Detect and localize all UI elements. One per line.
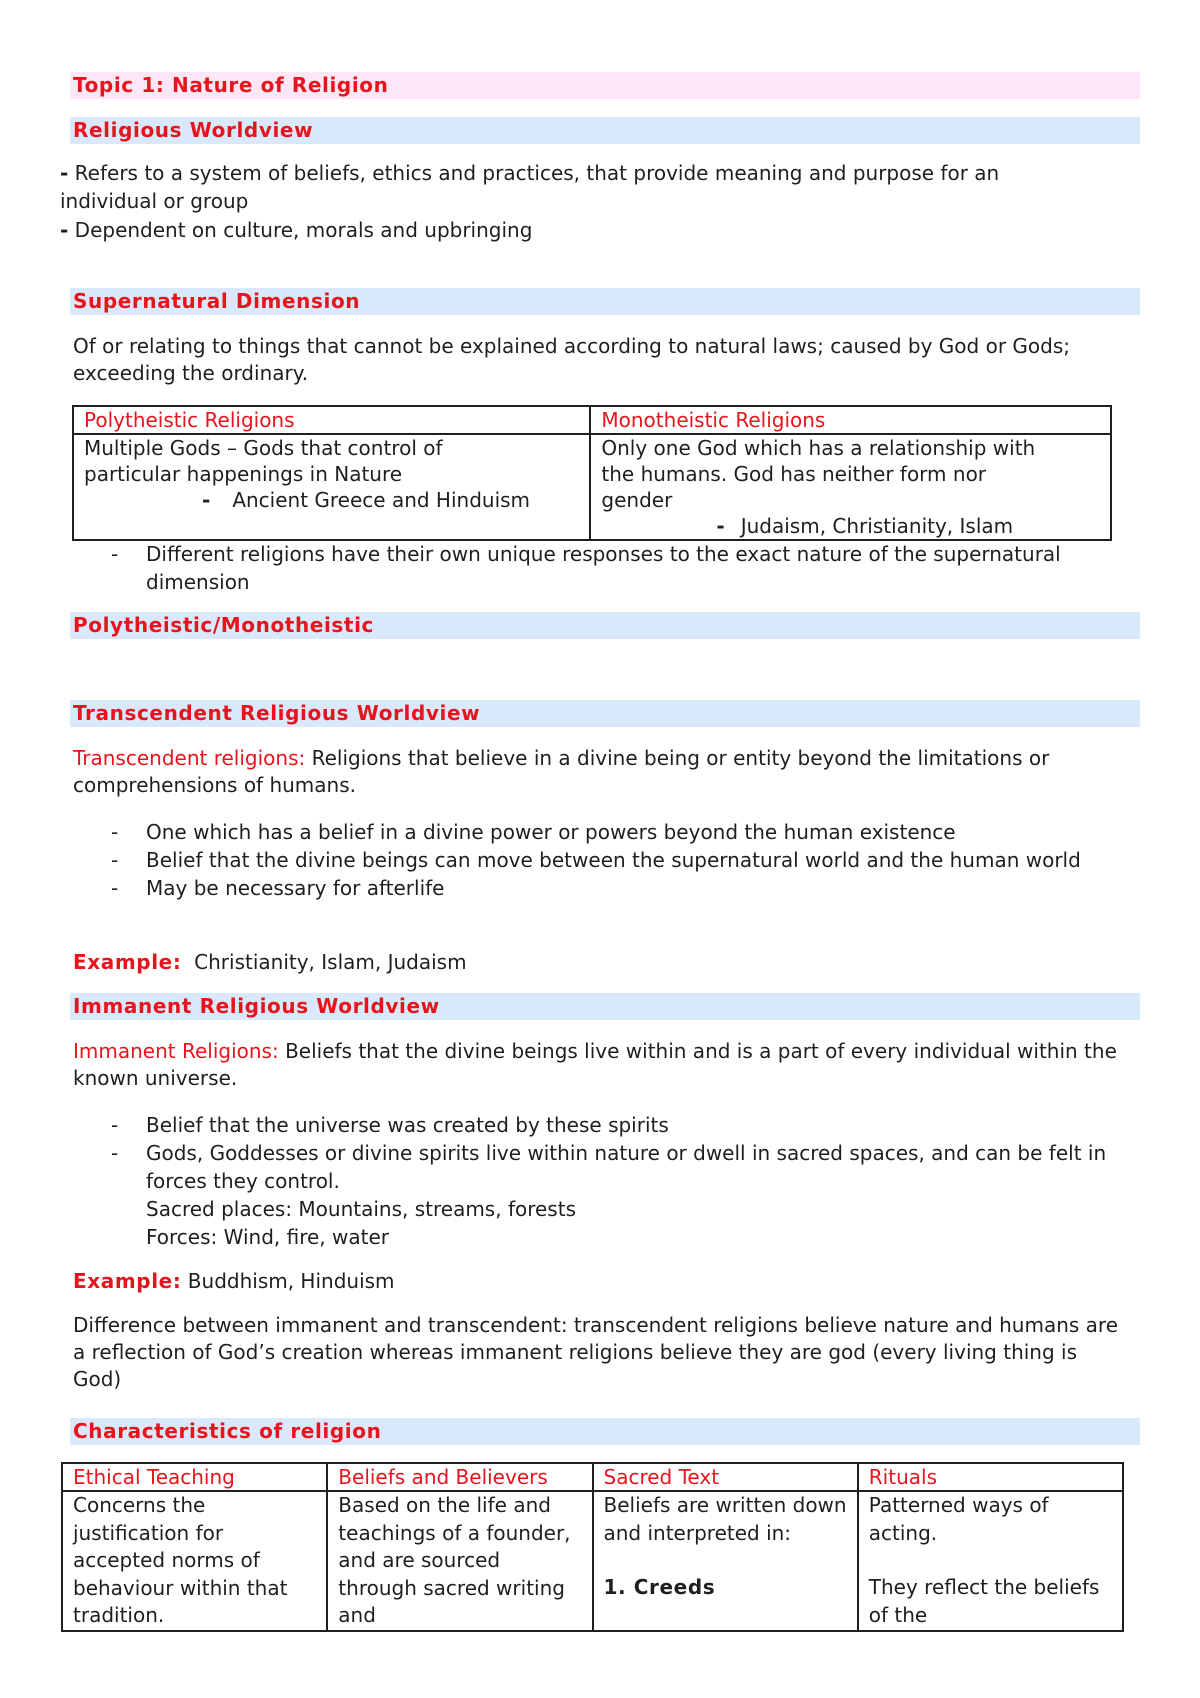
list-item: - One which has a belief in a divine power or powers beyond the human existence <box>111 820 956 844</box>
dash-marker: - <box>60 161 69 185</box>
characteristics-table <box>61 1462 1124 1632</box>
sacred-text-header: Sacred Text <box>593 1463 858 1491</box>
list-item: - Different religions have their own unique responses to the exact nature of the supernatural dimension <box>111 542 1061 594</box>
immanent-definition-text: Beliefs that the divine beings live within and is a part of every individual within the known universe. <box>73 1039 1117 1090</box>
poly-mono-heading: Polytheistic/Monotheistic <box>70 612 1140 639</box>
supernatural-heading: Supernatural Dimension <box>70 288 1140 315</box>
religious-worldview-heading: Religious Worldview <box>70 117 1140 144</box>
immanent-term: Immanent Religions: <box>73 1039 279 1063</box>
poly-cell <box>73 434 590 540</box>
worldview-bullet-1-cont: individual or group <box>60 189 249 213</box>
transcendent-points <box>73 818 1133 902</box>
supernatural-definition: Of or relating to things that cannot be explained according to natural laws; caused by God or Gods; exceeding the ordinary. <box>73 334 1070 385</box>
transcendent-example <box>73 949 467 976</box>
worldview-bullet-2 <box>60 217 532 244</box>
list-item: Sacred places: Mountains, streams, forests <box>146 1197 576 1221</box>
poly-mono-table <box>72 405 1112 541</box>
example-label: Example: <box>73 1269 182 1293</box>
example-value: Christianity, Islam, Judaism <box>194 950 467 974</box>
example-label: Example: <box>73 950 182 974</box>
sacred-text-body: Beliefs are written down and interpreted in: <box>603 1493 847 1545</box>
transcendent-heading: Transcendent Religious Worldview <box>70 700 1140 727</box>
immanent-heading: Immanent Religious Worldview <box>70 993 1140 1020</box>
list-item: - Gods, Goddesses or divine spirits live within nature or dwell in sacred spaces, and can be felt in forces they control. <box>111 1141 1107 1193</box>
list-item: - Belief that the divine beings can move between the supernatural world and the human world <box>111 848 1081 872</box>
mono-header: Monotheistic Religions <box>590 406 1111 434</box>
poly-example-text: Ancient Greece and Hinduism <box>232 488 531 512</box>
topic-heading: Topic 1: Nature of Religion <box>70 72 1140 99</box>
mono-example: - Judaism, Christianity, Islam <box>716 514 1014 538</box>
ethical-teaching-header: Ethical Teaching <box>62 1463 327 1491</box>
rituals-header: Rituals <box>858 1463 1123 1491</box>
difference-paragraph: Difference between immanent and transcendent: transcendent religions believe nature and humans are a reflection of God’s creation whereas immanent religions believe they are god (every living thing is God) <box>73 1313 1119 1391</box>
list-item: - Belief that the universe was created by these spirits <box>111 1113 669 1137</box>
beliefs-cell: Based on the life and teachings of a founder, and are sourced through sacred writing and <box>327 1491 592 1631</box>
worldview-bullet-2-text: Dependent on culture, morals and upbringing <box>74 218 533 242</box>
worldview-bullet-1 <box>60 160 999 187</box>
mono-example-text: Judaism, Christianity, Islam <box>740 514 1014 538</box>
poly-text: Multiple Gods – Gods that control of particular happenings in Nature <box>84 436 443 486</box>
immanent-example <box>73 1268 395 1295</box>
example-value: Buddhism, Hinduism <box>181 1269 395 1293</box>
rituals-body-2: They reflect the beliefs of the <box>868 1575 1100 1627</box>
transcendent-definition <box>73 745 1143 799</box>
mono-cell <box>590 434 1111 540</box>
rituals-cell <box>858 1491 1123 1631</box>
ethical-teaching-cell: Concerns the justification for accepted norms of behaviour within that tradition. <box>62 1491 327 1631</box>
supernatural-note-list <box>73 540 1073 596</box>
transcendent-definition-text: Religions that believe in a divine being or entity beyond the limitations or comprehensions of humans. <box>73 746 1050 797</box>
poly-example: - Ancient Greece and Hinduism <box>202 488 531 512</box>
immanent-points <box>73 1111 1133 1251</box>
poly-header: Polytheistic Religions <box>73 406 590 434</box>
list-item: Forces: Wind, fire, water <box>146 1225 389 1249</box>
beliefs-header: Beliefs and Believers <box>327 1463 592 1491</box>
dash-marker: - <box>60 218 69 242</box>
mono-text: Only one God which has a relationship with the humans. God has neither form nor gender <box>601 436 1036 512</box>
sacred-text-cell <box>593 1491 858 1631</box>
creeds-item: 1. Creeds <box>603 1575 716 1599</box>
list-item: - May be necessary for afterlife <box>111 876 445 900</box>
worldview-bullet-1-text: Refers to a system of beliefs, ethics and practices, that provide meaning and purpose for an <box>74 161 1000 185</box>
characteristics-heading: Characteristics of religion <box>70 1418 1140 1445</box>
transcendent-term: Transcendent religions: <box>73 746 306 770</box>
rituals-body: Patterned ways of acting. <box>868 1493 1049 1545</box>
immanent-definition <box>73 1038 1133 1092</box>
